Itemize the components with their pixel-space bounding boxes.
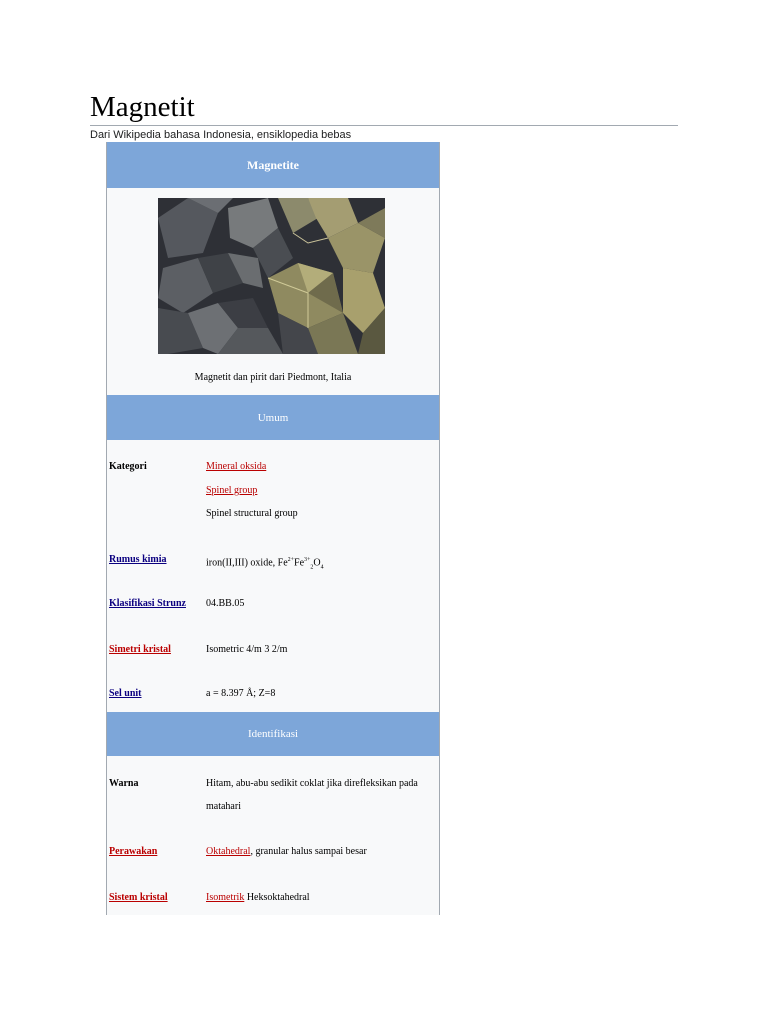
formula-sup-fe3: 3+ [304,557,311,563]
link-perawakan[interactable]: Perawakan [109,846,158,857]
formula-sup-fe2: 2+ [287,557,295,563]
magnetite-crystal-image [158,198,385,354]
text-spinel-structural-group: Spinel structural group [206,508,298,519]
sistem-rest: Heksoktahedral [244,892,310,903]
link-klasifikasi-strunz[interactable]: Klasifikasi Strunz [109,598,186,609]
perawakan-rest: , granular halus sampai besar [250,846,367,857]
value-rumus-kimia [206,553,324,574]
page-title: Magnetit [90,91,195,123]
value-warna [206,777,418,814]
section-header-identifikasi: Identifikasi [107,712,439,756]
value-sel-unit: a = 8.397 Å; Z=8 [206,688,276,699]
section-header-umum: Umum [107,395,439,440]
formula-text: iron(II,III) oxide, Fe [206,557,288,569]
link-sistem-kristal[interactable]: Sistem kristal [109,892,168,903]
mineral-infobox [106,142,440,915]
link-sel-unit[interactable]: Sel unit [109,688,142,699]
value-perawakan [206,845,367,859]
warna-line-1: Hitam, abu-abu sedikit coklat jika direfleksikan pada [206,778,418,789]
label-warna: Warna [109,778,139,789]
page-subtitle: Dari Wikipedia bahasa Indonesia, ensiklopedia bebas [90,129,352,141]
infobox-title: Magnetite [107,142,439,188]
value-sistem-kristal [206,891,310,905]
value-kategori [206,460,298,521]
value-klasifikasi-strunz: 04.BB.05 [206,598,245,609]
link-simetri-kristal[interactable]: Simetri kristal [109,644,171,655]
warna-line-2: matahari [206,801,241,812]
formula-sub-4: 4 [320,564,324,571]
formula-sub-2: 2 [310,564,314,571]
link-oktahedral[interactable]: Oktahedral [206,846,251,857]
label-kategori: Kategori [109,461,147,472]
image-caption: Magnetit dan pirit dari Piedmont, Italia [194,372,352,383]
value-simetri-kristal: Isometric 4/m 3 2/m [206,644,288,655]
link-spinel-group[interactable]: Spinel group [206,485,258,496]
link-rumus-kimia[interactable]: Rumus kimia [109,554,167,565]
mineral-photo[interactable] [158,198,385,354]
formula-o: O [313,557,321,569]
link-isometrik[interactable]: Isometrik [206,892,245,903]
title-divider [90,125,678,126]
formula-fe: Fe [294,557,305,569]
link-mineral-oksida[interactable]: Mineral oksida [206,461,267,472]
